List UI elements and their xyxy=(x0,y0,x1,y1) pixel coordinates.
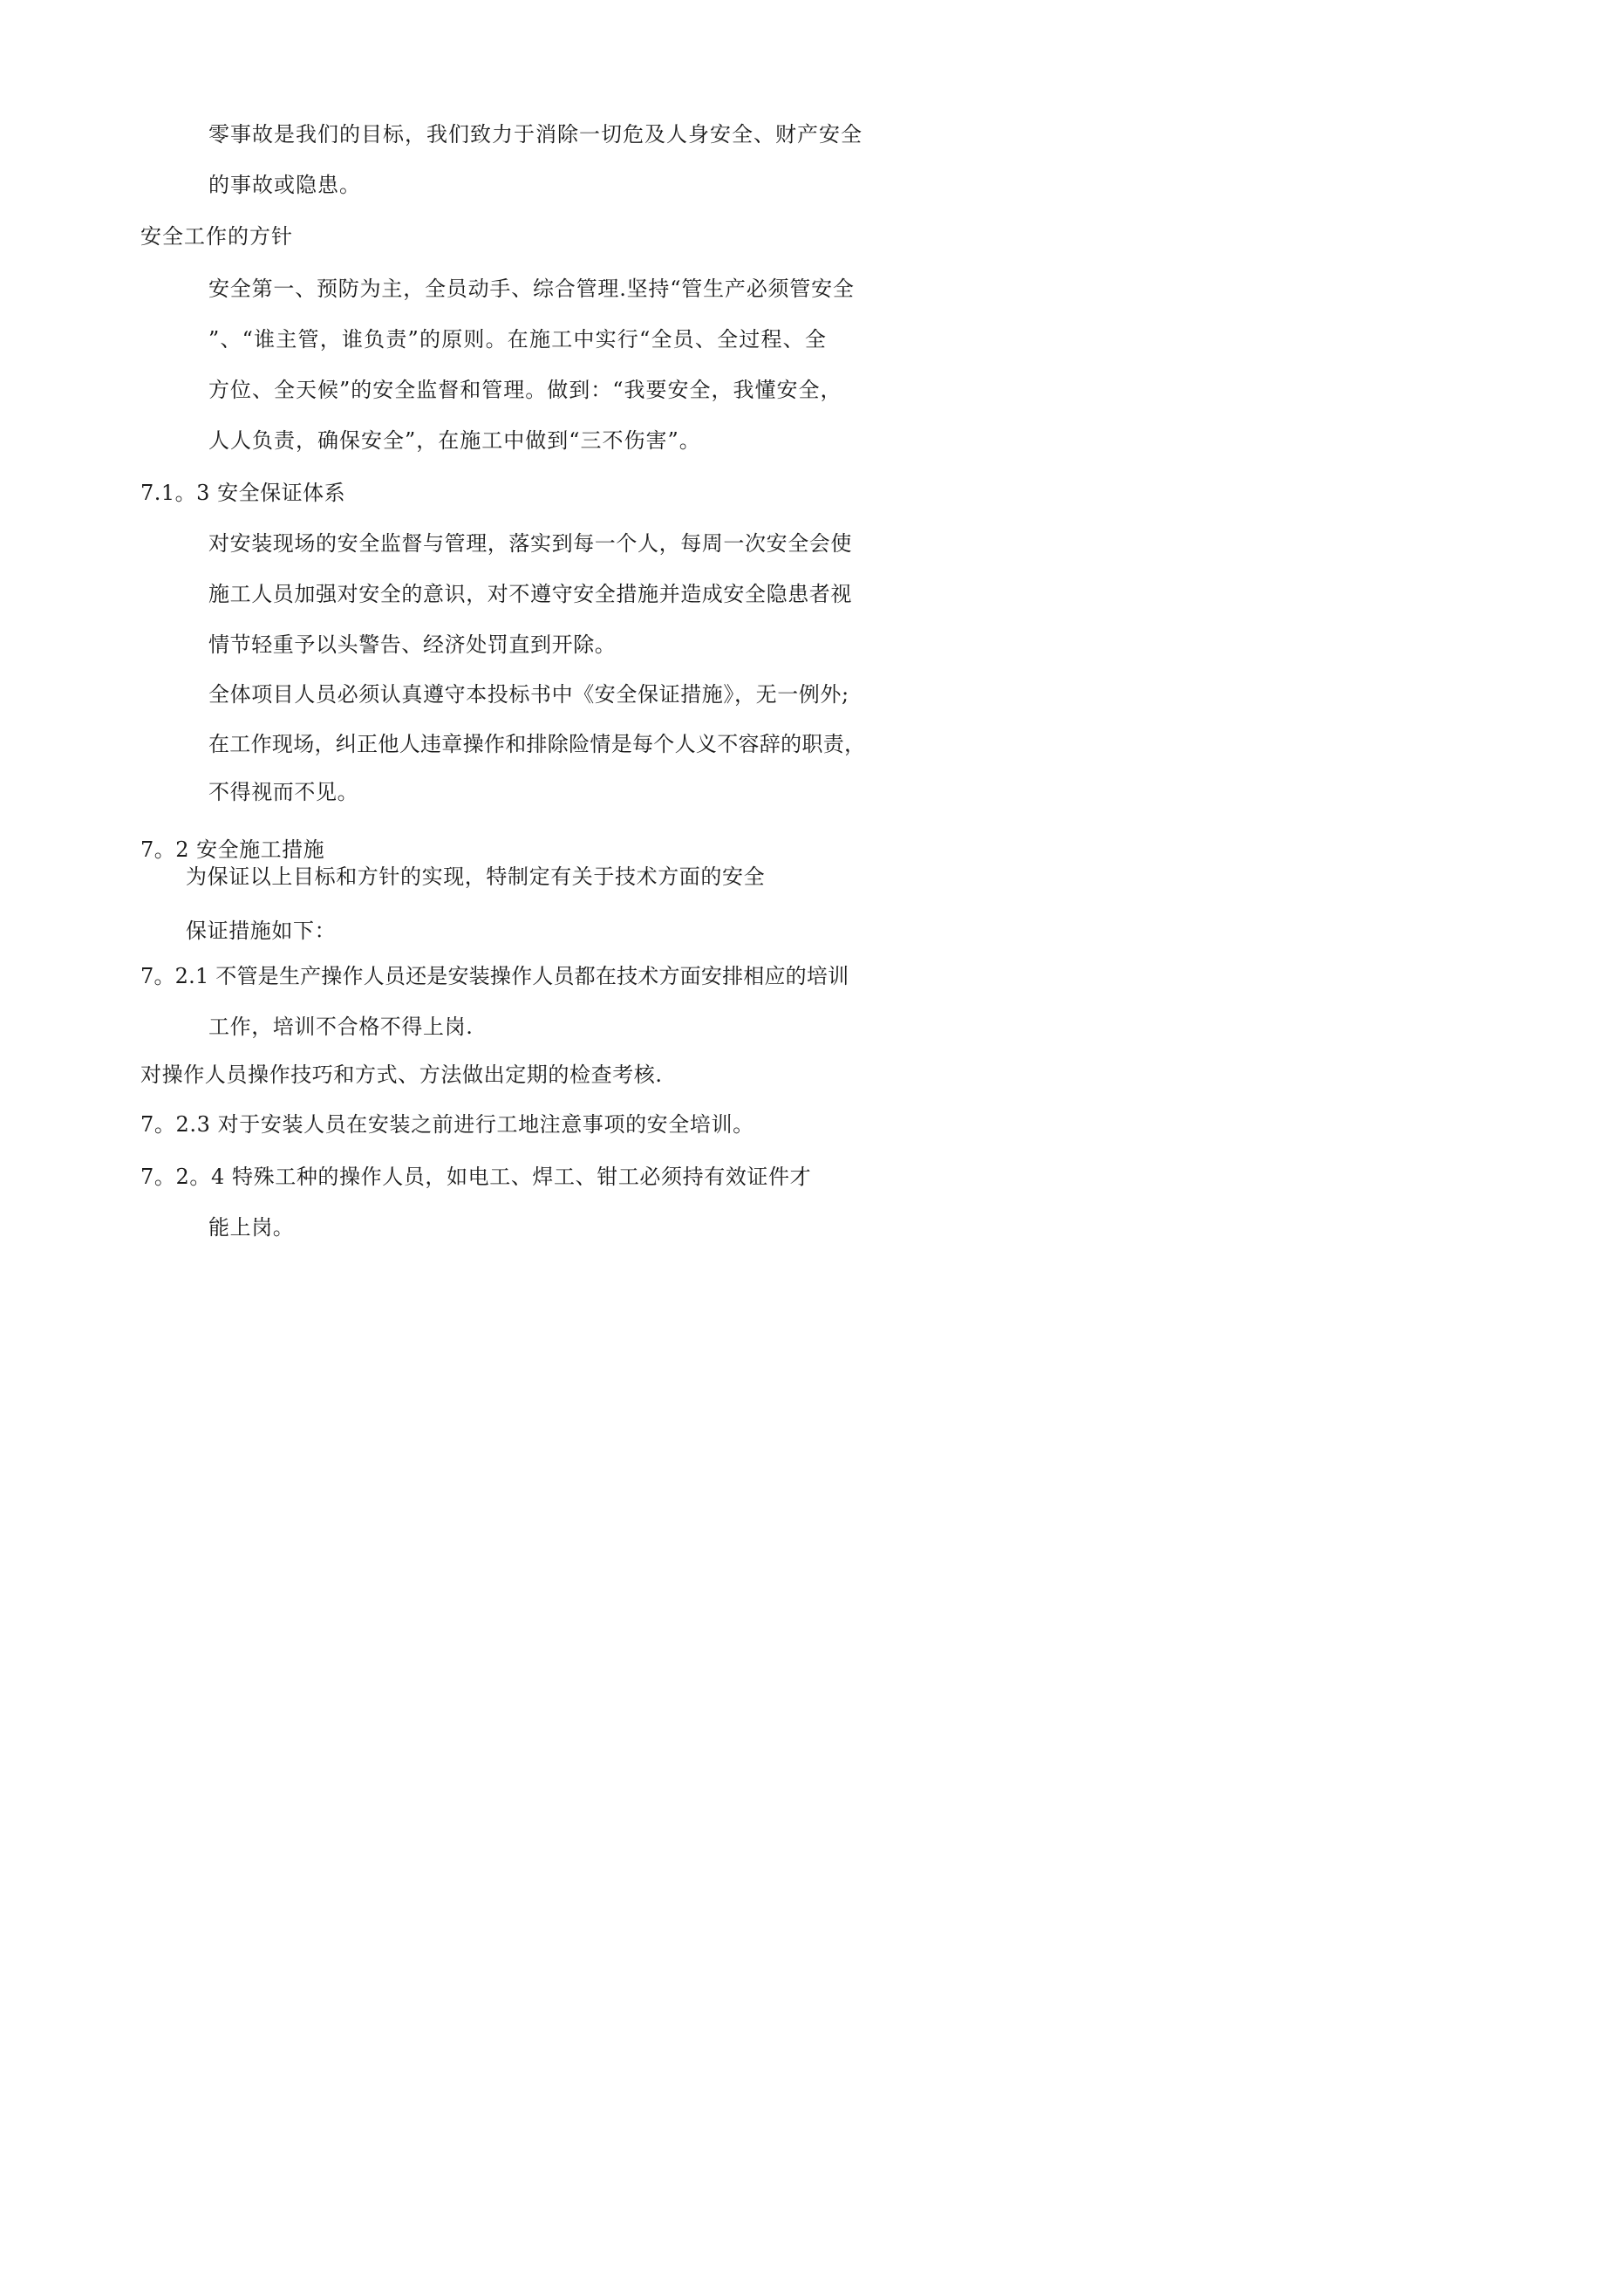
paragraph-line: 对操作人员操作技巧和方式、方法做出定期的检查考核. xyxy=(140,1063,663,1087)
numbered-item: 7。2.3 对于安装人员在安装之前进行工地注意事项的安全培训。 xyxy=(140,1112,754,1137)
paragraph-line: 的事故或隐患。 xyxy=(208,173,361,197)
paragraph-line: 情节轻重予以头警告、经济处罚直到开除。 xyxy=(208,632,617,657)
paragraph-line: 对安装现场的安全监督与管理，落实到每一个人，每周一次安全会使 xyxy=(208,531,852,556)
paragraph-line: 工作，培训不合格不得上岗. xyxy=(208,1015,474,1039)
paragraph-line: 为保证以上目标和方针的实现，特制定有关于技术方面的安全 xyxy=(186,864,766,889)
paragraph-line: 不得视而不见。 xyxy=(208,780,359,804)
numbered-item: 7。2。4 特殊工种的操作人员，如电工、焊工、钳工必须持有效证件才 xyxy=(140,1165,812,1189)
paragraph-line: 方位、全天候”的安全监督和管理。做到：“我要安全，我懂安全， xyxy=(208,378,842,402)
paragraph-line: ”、“谁主管，谁负责”的原则。在施工中实行“全员、全过程、全 xyxy=(208,327,828,352)
paragraph-line: 在工作现场，纠正他人违章操作和排除险情是每个人义不容辞的职责， xyxy=(208,732,866,756)
paragraph-line: 人人负责，确保安全”，在施工中做到“三不伤害”。 xyxy=(208,428,701,453)
paragraph-line: 安全第一、预防为主，全员动手、综合管理.坚持“管生产必须管安全 xyxy=(208,277,855,301)
paragraph-line: 保证措施如下： xyxy=(186,919,337,943)
numbered-item: 7。2.1 不管是生产操作人员还是安装操作人员都在技术方面安排相应的培训 xyxy=(140,964,849,988)
section-heading: 安全工作的方针 xyxy=(140,224,293,249)
section-heading: 7.1。3 安全保证体系 xyxy=(140,481,346,505)
paragraph-line: 全体项目人员必须认真遵守本投标书中《安全保证措施》，无一例外; xyxy=(208,682,849,707)
paragraph-line: 能上岗。 xyxy=(208,1215,295,1240)
document-page xyxy=(0,0,963,1363)
paragraph-line: 零事故是我们的目标，我们致力于消除一切危及人身安全、财产安全 xyxy=(208,122,863,147)
section-heading: 7。2 安全施工措施 xyxy=(140,837,325,862)
paragraph-line: 施工人员加强对安全的意识，对不遵守安全措施并造成安全隐患者视 xyxy=(208,582,852,606)
